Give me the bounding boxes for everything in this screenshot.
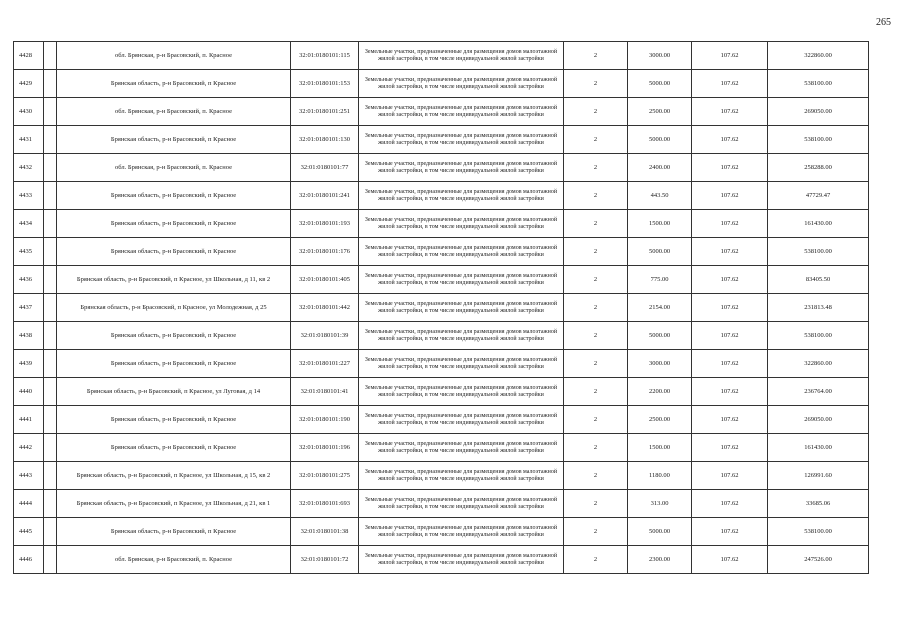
address-cell: Брянская область, р-н Брасовский, п Красное, ул Школьная, д 21, кв 1: [57, 490, 291, 518]
table-row: [14, 154, 869, 182]
table-row: [14, 546, 869, 574]
area-cell: 3000.00: [628, 350, 692, 378]
category-cell: 2: [564, 98, 628, 126]
area-cell: 1180.00: [628, 462, 692, 490]
address-cell: обл. Брянская, р-н Брасовский, п. Красное: [57, 98, 291, 126]
category-cell: 2: [564, 406, 628, 434]
area-cell: 443.50: [628, 182, 692, 210]
table-row: [14, 70, 869, 98]
area-cell: 5000.00: [628, 518, 692, 546]
cadastral-value-cell: 538100.00: [768, 322, 869, 350]
specific-value-cell: 107.62: [692, 266, 768, 294]
area-cell: 2400.00: [628, 154, 692, 182]
cadastral-value-cell: 538100.00: [768, 238, 869, 266]
table-row: [14, 238, 869, 266]
row-number-cell: 4445: [14, 518, 44, 546]
permitted-use-cell: Земельные участки, предназначенные для размещения домов малоэтажной жилой застройки, в том числе индивидуальной жилой застройки: [359, 42, 564, 70]
row-number-cell: 4434: [14, 210, 44, 238]
cadastral-number-cell: 32:01:0180101:405: [291, 266, 359, 294]
category-cell: 2: [564, 266, 628, 294]
row-number-cell: 4442: [14, 434, 44, 462]
table-row: [14, 182, 869, 210]
area-cell: 3000.00: [628, 42, 692, 70]
spacer-cell: [44, 518, 57, 546]
category-cell: 2: [564, 210, 628, 238]
address-cell: Брянская область, р-н Брасовский, п Красное, ул Школьная, д 11, кв 2: [57, 266, 291, 294]
address-cell: обл. Брянская, р-н Брасовский, п. Красное: [57, 42, 291, 70]
address-cell: Брянская область, р-н Брасовский, п Красное: [57, 210, 291, 238]
specific-value-cell: 107.62: [692, 42, 768, 70]
table-row: [14, 266, 869, 294]
cadastral-number-cell: 32:01:0180101:275: [291, 462, 359, 490]
spacer-cell: [44, 42, 57, 70]
specific-value-cell: 107.62: [692, 490, 768, 518]
category-cell: 2: [564, 434, 628, 462]
specific-value-cell: 107.62: [692, 70, 768, 98]
category-cell: 2: [564, 294, 628, 322]
category-cell: 2: [564, 42, 628, 70]
permitted-use-cell: Земельные участки, предназначенные для размещения домов малоэтажной жилой застройки, в том числе индивидуальной жилой застройки: [359, 434, 564, 462]
cadastral-value-cell: 247526.00: [768, 546, 869, 574]
area-cell: 2200.00: [628, 378, 692, 406]
category-cell: 2: [564, 182, 628, 210]
specific-value-cell: 107.62: [692, 154, 768, 182]
permitted-use-cell: Земельные участки, предназначенные для размещения домов малоэтажной жилой застройки, в том числе индивидуальной жилой застройки: [359, 98, 564, 126]
category-cell: 2: [564, 378, 628, 406]
cadastral-number-cell: 32:01:0180101:251: [291, 98, 359, 126]
permitted-use-cell: Земельные участки, предназначенные для размещения домов малоэтажной жилой застройки, в том числе индивидуальной жилой застройки: [359, 546, 564, 574]
table-row: [14, 294, 869, 322]
spacer-cell: [44, 154, 57, 182]
category-cell: 2: [564, 126, 628, 154]
area-cell: 2300.00: [628, 546, 692, 574]
spacer-cell: [44, 350, 57, 378]
row-number-cell: 4430: [14, 98, 44, 126]
cadastral-value-cell: 322860.00: [768, 350, 869, 378]
row-number-cell: 4432: [14, 154, 44, 182]
spacer-cell: [44, 462, 57, 490]
specific-value-cell: 107.62: [692, 210, 768, 238]
cadastral-number-cell: 32:01:0180101:153: [291, 70, 359, 98]
spacer-cell: [44, 490, 57, 518]
specific-value-cell: 107.62: [692, 378, 768, 406]
permitted-use-cell: Земельные участки, предназначенные для размещения домов малоэтажной жилой застройки, в том числе индивидуальной жилой застройки: [359, 70, 564, 98]
address-cell: Брянская область, р-н Брасовский, п Красное: [57, 322, 291, 350]
cadastral-value-cell: 269050.00: [768, 98, 869, 126]
cadastral-number-cell: 32:01:0180101:196: [291, 434, 359, 462]
address-cell: Брянская область, р-н Брасовский, п Красное: [57, 126, 291, 154]
permitted-use-cell: Земельные участки, предназначенные для размещения домов малоэтажной жилой застройки, в том числе индивидуальной жилой застройки: [359, 182, 564, 210]
spacer-cell: [44, 238, 57, 266]
spacer-cell: [44, 70, 57, 98]
table-row: [14, 462, 869, 490]
cadastral-value-cell: 538100.00: [768, 518, 869, 546]
area-cell: 1500.00: [628, 210, 692, 238]
cadastral-number-cell: 32:01:0180101:41: [291, 378, 359, 406]
table-row: [14, 406, 869, 434]
area-cell: 2154.00: [628, 294, 692, 322]
row-number-cell: 4429: [14, 70, 44, 98]
area-cell: 2500.00: [628, 98, 692, 126]
address-cell: обл. Брянская, р-н Брасовский, п. Красное: [57, 546, 291, 574]
address-cell: Брянская область, р-н Брасовский, п Красное: [57, 70, 291, 98]
area-cell: 775.00: [628, 266, 692, 294]
cadastral-number-cell: 32:01:0180101:72: [291, 546, 359, 574]
table-row: [14, 98, 869, 126]
row-number-cell: 4433: [14, 182, 44, 210]
address-cell: Брянская область, р-н Брасовский, п Красное: [57, 406, 291, 434]
address-cell: Брянская область, р-н Брасовский, п Красное, ул Луговая, д 14: [57, 378, 291, 406]
table-row: [14, 210, 869, 238]
row-number-cell: 4431: [14, 126, 44, 154]
table-row: [14, 518, 869, 546]
permitted-use-cell: Земельные участки, предназначенные для размещения домов малоэтажной жилой застройки, в том числе индивидуальной жилой застройки: [359, 294, 564, 322]
address-cell: Брянская область, р-н Брасовский, п Красное, ул Школьная, д 15, кв 2: [57, 462, 291, 490]
cadastral-value-cell: 231813.48: [768, 294, 869, 322]
spacer-cell: [44, 294, 57, 322]
permitted-use-cell: Земельные участки, предназначенные для размещения домов малоэтажной жилой застройки, в том числе индивидуальной жилой застройки: [359, 154, 564, 182]
spacer-cell: [44, 266, 57, 294]
specific-value-cell: 107.62: [692, 294, 768, 322]
table-row: [14, 350, 869, 378]
cadastral-value-cell: 126991.60: [768, 462, 869, 490]
specific-value-cell: 107.62: [692, 182, 768, 210]
spacer-cell: [44, 98, 57, 126]
cadastral-value-cell: 161430.00: [768, 434, 869, 462]
table-row: [14, 126, 869, 154]
cadastral-value-cell: 47729.47: [768, 182, 869, 210]
row-number-cell: 4436: [14, 266, 44, 294]
cadastral-value-cell: 236764.00: [768, 378, 869, 406]
address-cell: Брянская область, р-н Брасовский, п Красное: [57, 350, 291, 378]
area-cell: 1500.00: [628, 434, 692, 462]
area-cell: 5000.00: [628, 126, 692, 154]
specific-value-cell: 107.62: [692, 518, 768, 546]
specific-value-cell: 107.62: [692, 322, 768, 350]
spacer-cell: [44, 546, 57, 574]
area-cell: 5000.00: [628, 70, 692, 98]
row-number-cell: 4441: [14, 406, 44, 434]
address-cell: Брянская область, р-н Брасовский, п Красное: [57, 238, 291, 266]
cadastral-number-cell: 32:01:0180101:227: [291, 350, 359, 378]
cadastral-number-cell: 32:01:0180101:130: [291, 126, 359, 154]
row-number-cell: 4437: [14, 294, 44, 322]
cadastral-number-cell: 32:01:0180101:38: [291, 518, 359, 546]
permitted-use-cell: Земельные участки, предназначенные для размещения домов малоэтажной жилой застройки, в том числе индивидуальной жилой застройки: [359, 350, 564, 378]
cadastral-value-cell: 258288.00: [768, 154, 869, 182]
page-number: 265: [876, 17, 891, 28]
cadastral-number-cell: 32:01:0180101:442: [291, 294, 359, 322]
area-cell: 5000.00: [628, 238, 692, 266]
area-cell: 313.00: [628, 490, 692, 518]
category-cell: 2: [564, 490, 628, 518]
row-number-cell: 4443: [14, 462, 44, 490]
cadastral-value-cell: 83405.50: [768, 266, 869, 294]
table-row: [14, 322, 869, 350]
specific-value-cell: 107.62: [692, 238, 768, 266]
row-number-cell: 4438: [14, 322, 44, 350]
category-cell: 2: [564, 350, 628, 378]
category-cell: 2: [564, 546, 628, 574]
cadastral-number-cell: 32:01:0180101:77: [291, 154, 359, 182]
specific-value-cell: 107.62: [692, 406, 768, 434]
cadastral-value-cell: 538100.00: [768, 126, 869, 154]
address-cell: Брянская область, р-н Брасовский, п Красное: [57, 434, 291, 462]
cadastral-value-cell: 538100.00: [768, 70, 869, 98]
row-number-cell: 4440: [14, 378, 44, 406]
table-row: [14, 42, 869, 70]
table-row: [14, 434, 869, 462]
specific-value-cell: 107.62: [692, 350, 768, 378]
spacer-cell: [44, 406, 57, 434]
address-cell: Брянская область, р-н Брасовский, п Красное: [57, 518, 291, 546]
specific-value-cell: 107.62: [692, 98, 768, 126]
spacer-cell: [44, 378, 57, 406]
permitted-use-cell: Земельные участки, предназначенные для размещения домов малоэтажной жилой застройки, в том числе индивидуальной жилой застройки: [359, 490, 564, 518]
row-number-cell: 4428: [14, 42, 44, 70]
spacer-cell: [44, 182, 57, 210]
permitted-use-cell: Земельные участки, предназначенные для размещения домов малоэтажной жилой застройки, в том числе индивидуальной жилой застройки: [359, 518, 564, 546]
address-cell: Брянская область, р-н Брасовский, п Красное, ул Молодежная, д 25: [57, 294, 291, 322]
cadastral-value-cell: 322860.00: [768, 42, 869, 70]
cadastral-number-cell: 32:01:0180101:39: [291, 322, 359, 350]
spacer-cell: [44, 322, 57, 350]
row-number-cell: 4446: [14, 546, 44, 574]
permitted-use-cell: Земельные участки, предназначенные для размещения домов малоэтажной жилой застройки, в том числе индивидуальной жилой застройки: [359, 266, 564, 294]
permitted-use-cell: Земельные участки, предназначенные для размещения домов малоэтажной жилой застройки, в том числе индивидуальной жилой застройки: [359, 238, 564, 266]
permitted-use-cell: Земельные участки, предназначенные для размещения домов малоэтажной жилой застройки, в том числе индивидуальной жилой застройки: [359, 126, 564, 154]
cadastral-number-cell: 32:01:0180101:190: [291, 406, 359, 434]
cadastral-value-cell: 161430.00: [768, 210, 869, 238]
spacer-cell: [44, 210, 57, 238]
cadastral-number-cell: 32:01:0180101:693: [291, 490, 359, 518]
permitted-use-cell: Земельные участки, предназначенные для размещения домов малоэтажной жилой застройки, в том числе индивидуальной жилой застройки: [359, 322, 564, 350]
specific-value-cell: 107.62: [692, 462, 768, 490]
row-number-cell: 4439: [14, 350, 44, 378]
category-cell: 2: [564, 70, 628, 98]
table-row: [14, 378, 869, 406]
permitted-use-cell: Земельные участки, предназначенные для размещения домов малоэтажной жилой застройки, в том числе индивидуальной жилой застройки: [359, 462, 564, 490]
cadastral-number-cell: 32:01:0180101:176: [291, 238, 359, 266]
address-cell: обл. Брянская, р-н Брасовский, п. Красное: [57, 154, 291, 182]
land-parcels-table: [13, 41, 869, 574]
cadastral-value-cell: 33685.06: [768, 490, 869, 518]
cadastral-value-cell: 269050.00: [768, 406, 869, 434]
table-body: [14, 42, 869, 574]
specific-value-cell: 107.62: [692, 434, 768, 462]
category-cell: 2: [564, 462, 628, 490]
specific-value-cell: 107.62: [692, 126, 768, 154]
category-cell: 2: [564, 322, 628, 350]
cadastral-number-cell: 32:01:0180101:115: [291, 42, 359, 70]
spacer-cell: [44, 126, 57, 154]
permitted-use-cell: Земельные участки, предназначенные для размещения домов малоэтажной жилой застройки, в том числе индивидуальной жилой застройки: [359, 406, 564, 434]
category-cell: 2: [564, 238, 628, 266]
table-row: [14, 490, 869, 518]
permitted-use-cell: Земельные участки, предназначенные для размещения домов малоэтажной жилой застройки, в том числе индивидуальной жилой застройки: [359, 378, 564, 406]
area-cell: 5000.00: [628, 322, 692, 350]
category-cell: 2: [564, 154, 628, 182]
area-cell: 2500.00: [628, 406, 692, 434]
spacer-cell: [44, 434, 57, 462]
specific-value-cell: 107.62: [692, 546, 768, 574]
cadastral-number-cell: 32:01:0180101:241: [291, 182, 359, 210]
cadastral-number-cell: 32:01:0180101:193: [291, 210, 359, 238]
row-number-cell: 4444: [14, 490, 44, 518]
permitted-use-cell: Земельные участки, предназначенные для размещения домов малоэтажной жилой застройки, в том числе индивидуальной жилой застройки: [359, 210, 564, 238]
category-cell: 2: [564, 518, 628, 546]
address-cell: Брянская область, р-н Брасовский, п Красное: [57, 182, 291, 210]
row-number-cell: 4435: [14, 238, 44, 266]
